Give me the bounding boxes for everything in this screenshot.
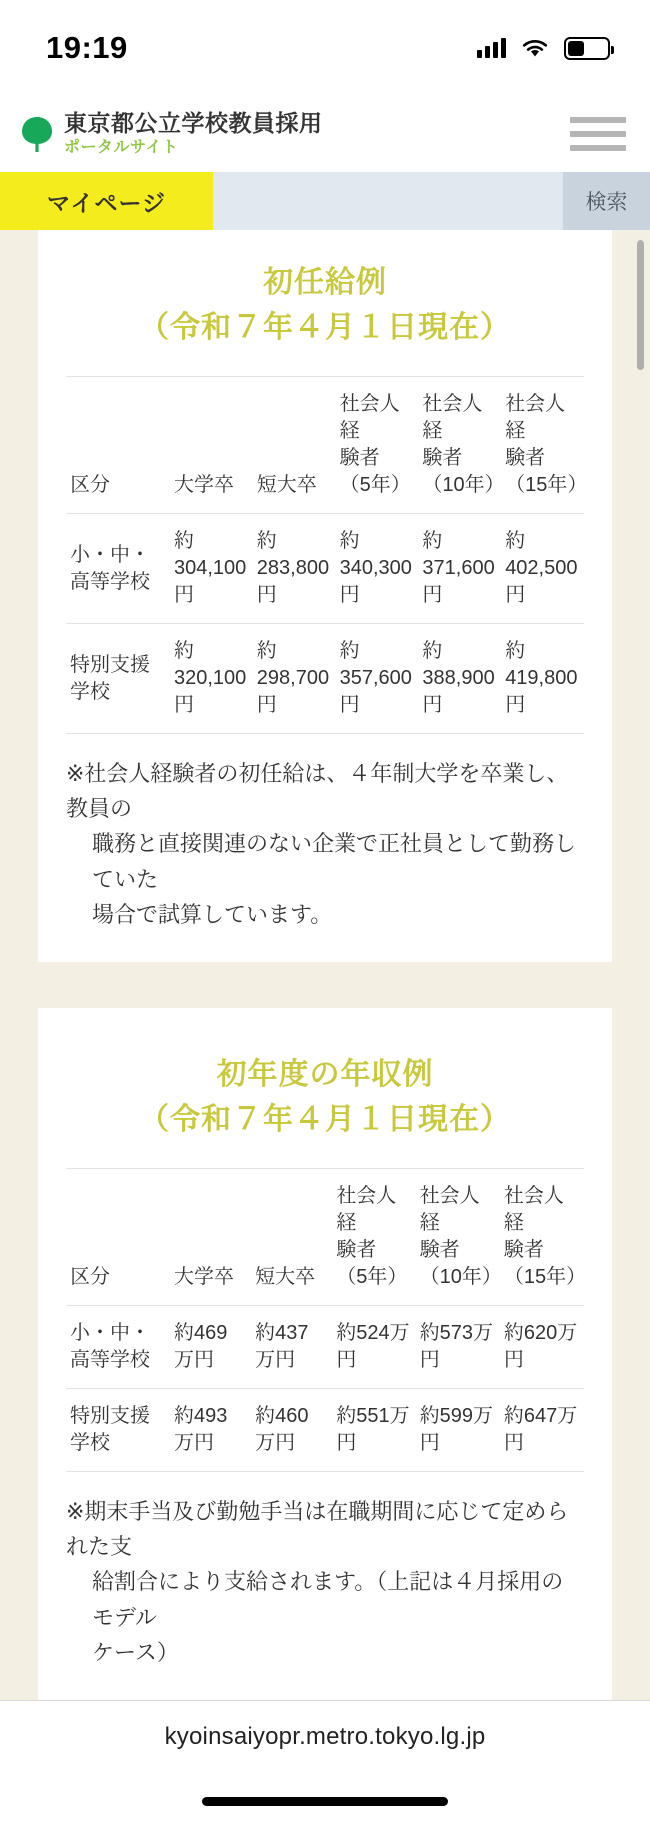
row-label-text: 学校: [70, 1431, 110, 1454]
col-header-junior-college: [253, 377, 336, 514]
site-nav-bar: [0, 172, 650, 230]
table-note: [66, 756, 584, 932]
row-label: [66, 514, 170, 624]
card-title-line2: （令和７年４月１日現在）: [139, 1102, 511, 1136]
site-subtitle: ポータルサイト: [64, 139, 179, 157]
cell-value: 約340,300円: [336, 514, 419, 624]
row-label-text: 小・中・: [70, 543, 150, 566]
row-label-text: 小・中・: [70, 1321, 150, 1344]
cell-value: 約647万円: [500, 1388, 584, 1471]
cell-value: 約357,600円: [336, 624, 419, 734]
col-header-text: 区分: [70, 474, 110, 496]
home-indicator[interactable]: [202, 1797, 448, 1806]
col-header-text: 大学卒: [174, 1265, 234, 1288]
leaf-logo-icon: [20, 115, 54, 153]
table-note: [66, 1494, 584, 1670]
col-header-experience-10: [416, 1168, 500, 1305]
row-label: [66, 1388, 170, 1471]
col-header-text: （10年）: [419, 1265, 502, 1288]
site-brand[interactable]: [20, 111, 323, 157]
cell-value: 約437万円: [251, 1305, 332, 1388]
cell-value: 約388,900円: [418, 624, 501, 734]
col-header-text: 社会人経: [336, 1184, 397, 1234]
col-header-text: 験者: [419, 1238, 460, 1261]
cell-value: 約551万円: [332, 1388, 415, 1471]
cell-value: 約599万円: [416, 1388, 500, 1471]
starting-salary-card: [38, 230, 612, 962]
cell-value: 約469万円: [170, 1305, 251, 1388]
cell-value: 約573万円: [416, 1305, 500, 1388]
card-title-line1: 初年度の年収例: [216, 1057, 434, 1091]
cell-value: 約298,700円: [253, 624, 336, 734]
col-header-kubun: [66, 377, 170, 514]
hamburger-menu-icon[interactable]: [570, 117, 626, 151]
table-row: [66, 514, 584, 624]
col-header-text: （10年）: [422, 474, 505, 496]
card-title: [66, 1052, 584, 1142]
col-header-experience-15: [501, 377, 588, 514]
starting-salary-table: [66, 376, 588, 734]
cell-value: 約304,100円: [170, 514, 253, 624]
table-header-row: [66, 377, 584, 514]
row-label: [66, 624, 170, 734]
note-line: ※社会人経験者の初任給は、４年制大学を卒業し、教員の: [66, 761, 569, 822]
cellular-signal-icon: [477, 38, 506, 58]
col-header-experience-5: [336, 377, 419, 514]
col-header-university: [170, 1168, 251, 1305]
col-header-junior-college: [251, 1168, 332, 1305]
site-header: [0, 96, 650, 172]
card-title-line2: （令和７年４月１日現在）: [139, 311, 511, 344]
col-header-experience-5: [332, 1168, 415, 1305]
address-bar-url[interactable]: kyoinsaiyopr.metro.tokyo.lg.jp: [164, 1723, 486, 1751]
col-header-experience-15: [500, 1168, 587, 1305]
col-header-experience-10: [418, 377, 505, 514]
battery-icon: [564, 37, 610, 60]
col-header-text: 区分: [70, 1265, 110, 1288]
col-header-text: 験者: [503, 1238, 544, 1261]
col-header-text: 短大卒: [255, 1265, 316, 1288]
note-line: ※期末手当及び勤勉手当は在職期間に応じて定められた支: [66, 1498, 569, 1560]
col-header-text: （15年）: [503, 1265, 587, 1288]
row-label-text: 高等学校: [70, 1348, 150, 1371]
page-content: [0, 230, 650, 1700]
annual-income-table: [66, 1168, 587, 1472]
vertical-scrollbar[interactable]: [637, 240, 644, 370]
cell-value: 約402,500円: [501, 514, 584, 624]
note-line: 給割合により支給されます。（上記は４月採用のモデル: [92, 1569, 564, 1630]
col-header-text: 社会人経: [419, 1184, 480, 1234]
table-row: [66, 1305, 584, 1388]
home-indicator-area: [0, 1774, 650, 1830]
col-header-text: 験者: [336, 1238, 377, 1261]
status-time: 19:19: [46, 30, 128, 65]
col-header-text: 社会人経: [503, 1184, 564, 1234]
cell-value: 約320,100円: [170, 624, 253, 734]
col-header-kubun: [66, 1168, 170, 1305]
col-header-text: 大学卒: [174, 474, 234, 496]
cell-value: 約524万円: [332, 1305, 415, 1388]
search-input[interactable]: [213, 172, 563, 230]
col-header-text: 社会人経: [339, 393, 400, 442]
cell-value: 約371,600円: [418, 514, 501, 624]
col-header-text: 験者: [505, 447, 546, 469]
browser-address-bar[interactable]: [0, 1700, 650, 1774]
search-button[interactable]: 検索: [563, 172, 650, 230]
row-label-text: 特別支援: [70, 1404, 150, 1427]
col-header-text: 験者: [339, 447, 380, 469]
status-bar: [0, 0, 650, 96]
mypage-button[interactable]: マイページ: [0, 172, 213, 230]
cell-value: 約283,800円: [253, 514, 336, 624]
cell-value: 約419,800円: [501, 624, 584, 734]
table-row: [66, 624, 584, 734]
col-header-text: （15年）: [505, 474, 588, 496]
note-line: 職務と直接関連のない企業で正社員として勤務していた: [92, 831, 577, 892]
col-header-text: 社会人経: [505, 393, 566, 442]
col-header-text: （5年）: [336, 1265, 408, 1288]
table-row: [66, 1388, 584, 1471]
wifi-icon: [520, 37, 550, 59]
annual-income-card: [38, 1008, 612, 1700]
card-title: [66, 260, 584, 350]
col-header-text: 験者: [422, 447, 463, 469]
cell-value: 約493万円: [170, 1388, 251, 1471]
table-header-row: [66, 1168, 584, 1305]
col-header-university: [170, 377, 253, 514]
col-header-text: （5年）: [339, 474, 411, 496]
cell-value: 約460万円: [251, 1388, 332, 1471]
col-header-text: 社会人経: [422, 393, 483, 442]
card-title-line1: 初任給例: [263, 266, 387, 299]
row-label-text: 高等学校: [70, 570, 150, 593]
status-indicators: [477, 37, 610, 60]
note-line: ケース）: [92, 1639, 179, 1665]
row-label: [66, 1305, 170, 1388]
row-label-text: 学校: [70, 680, 110, 703]
col-header-text: 短大卒: [256, 474, 317, 496]
row-label-text: 特別支援: [70, 653, 150, 676]
site-title: 東京都公立学校教員採用: [64, 110, 323, 137]
cell-value: 約620万円: [500, 1305, 584, 1388]
note-line: 場合で試算しています。: [92, 901, 333, 927]
